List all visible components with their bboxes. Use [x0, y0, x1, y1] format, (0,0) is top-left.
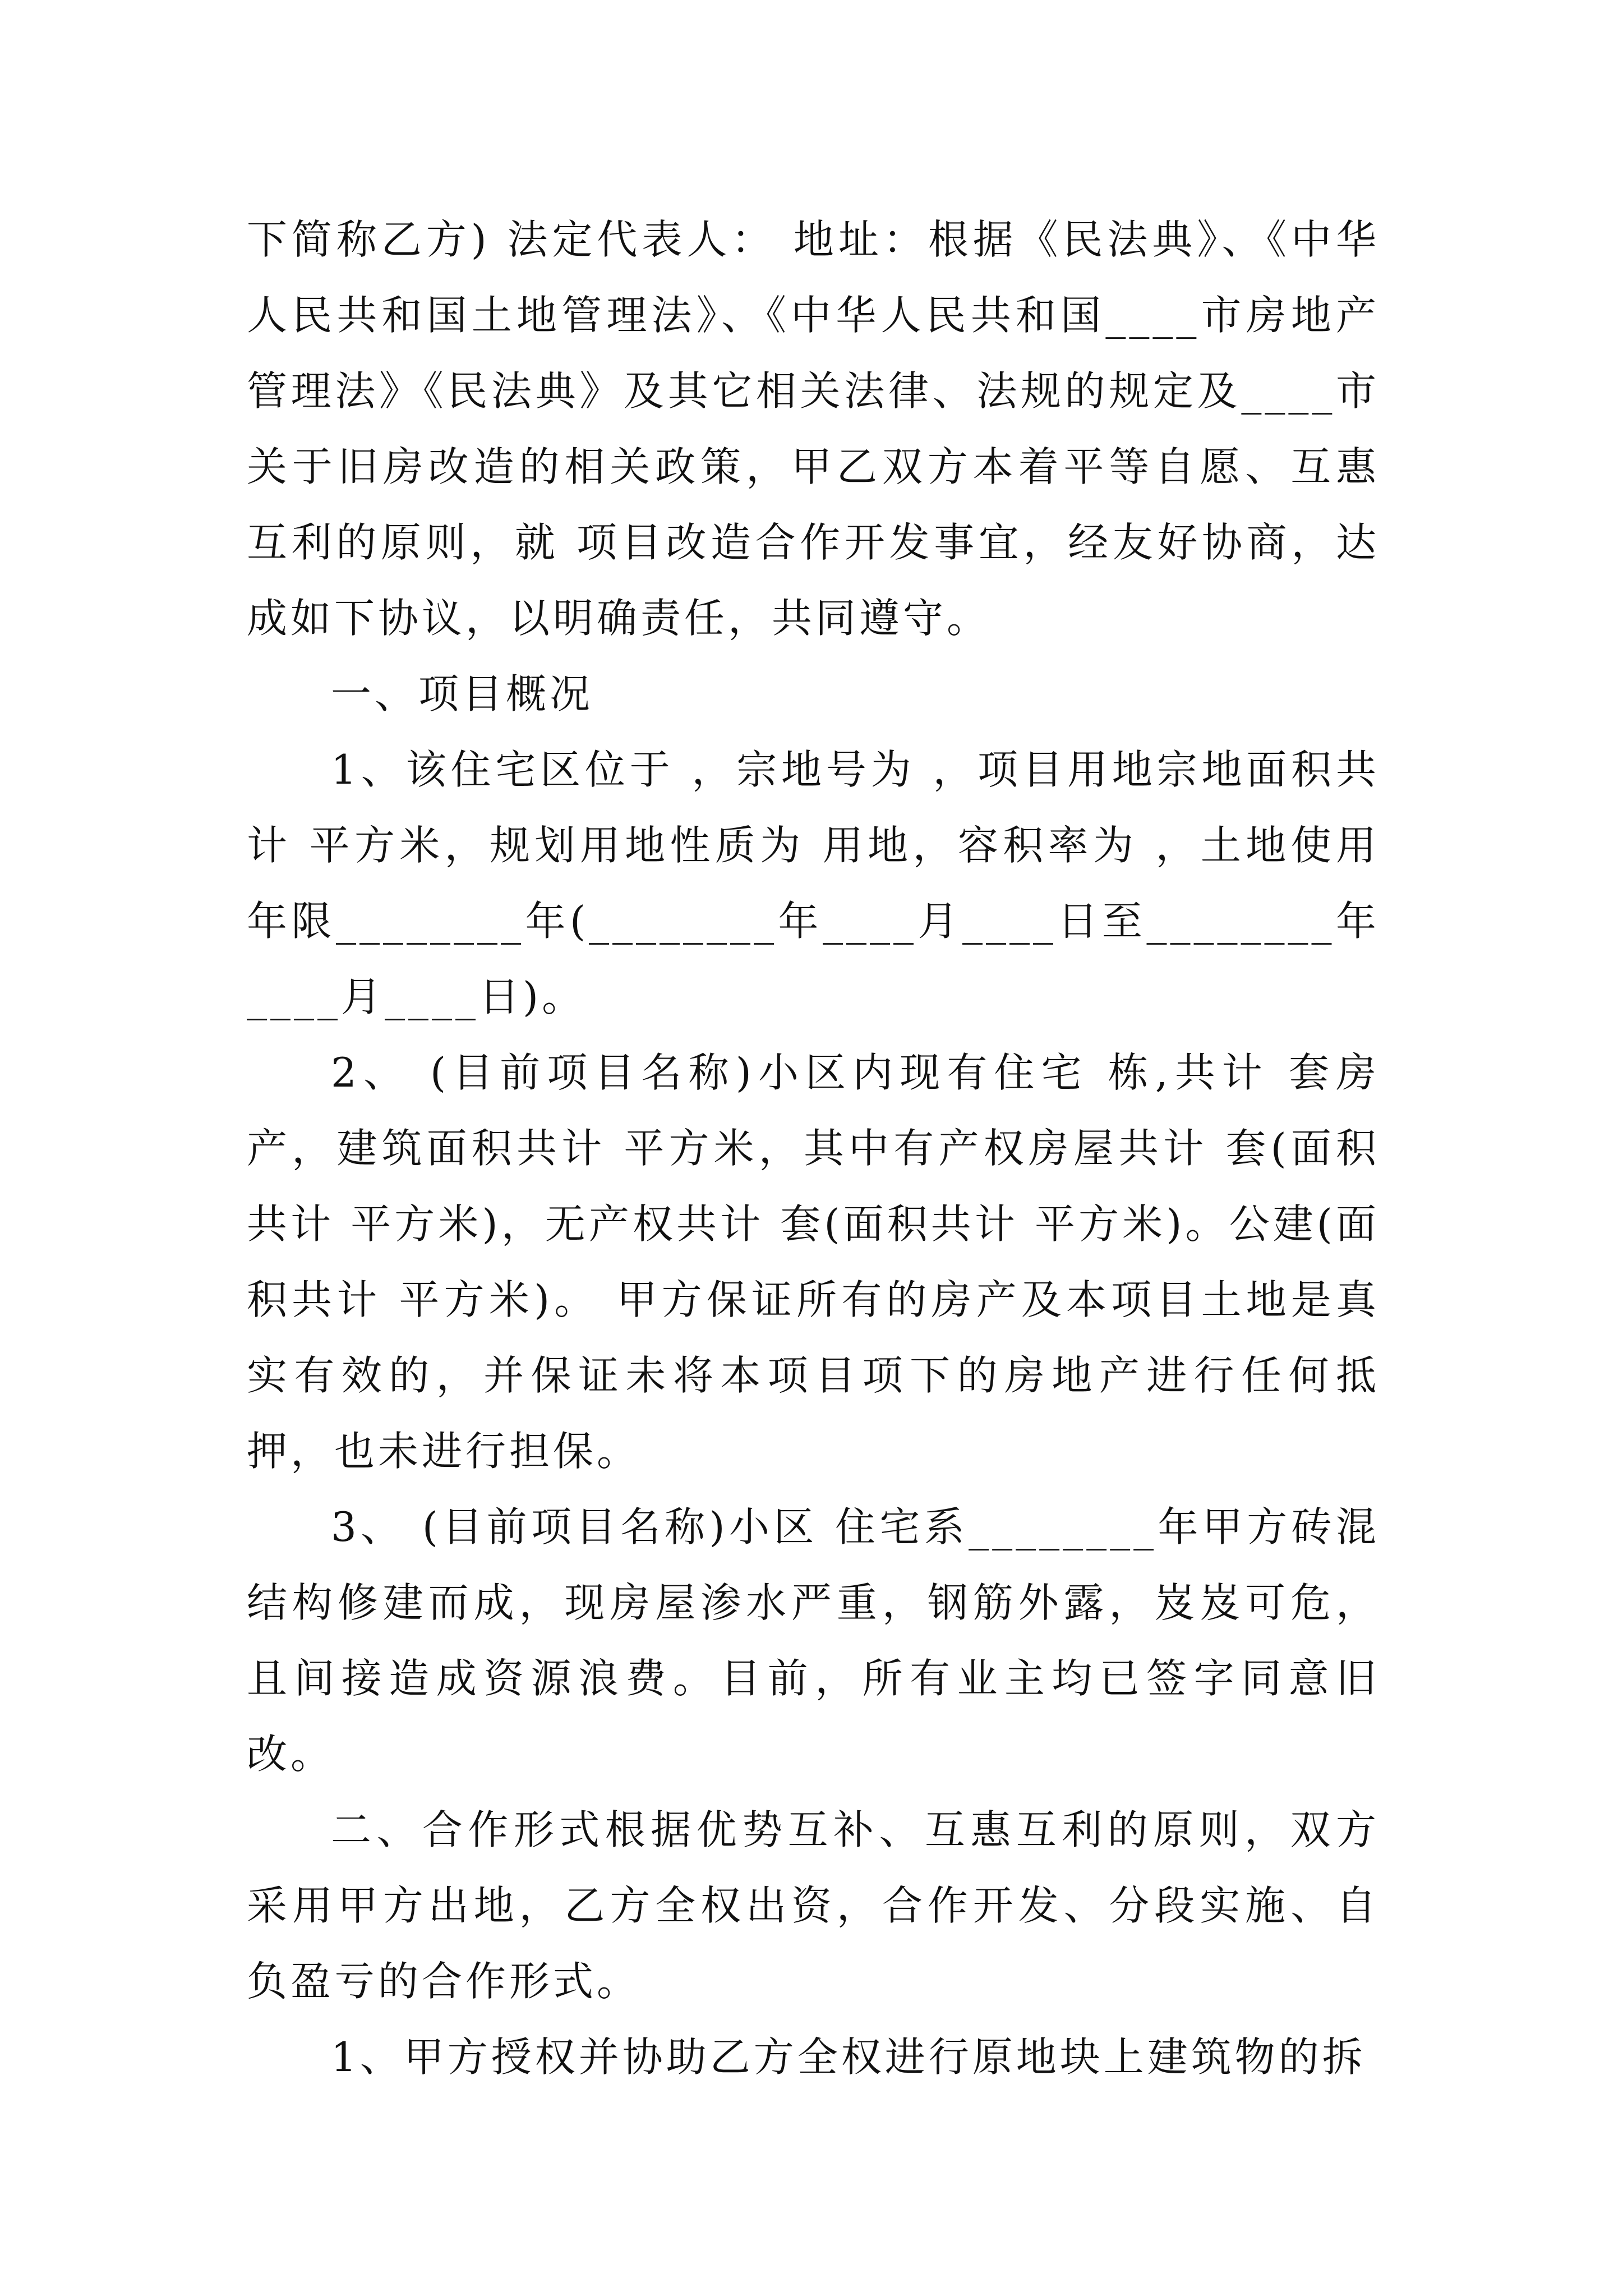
paragraph-clause-2-housing: 2、 (目前项目名称)小区内现有住宅 栋,共计 套房产，建筑面积共计 平方米，其中有产权房屋共计 套(面积共计 平方米)，无产权共计 套(面积共计 平方米)。公建(面积共计 平方米)。 甲方保证所有的房产及本项目土地是真实有效的，并保证未将本项目项下的房地产进行任何抵押，也未进行担保。 [247, 1049, 1380, 1475]
paragraph-cooperation-clause-1: 1、甲方授权并协助乙方全权进行原地块上建筑物的拆 [331, 2033, 1366, 2081]
paragraph-clause-1-location: 1、该住宅区位于 ，宗地号为 ，项目用地宗地面积共计 平方米，规划用地性质为 用地，容积率为 ，土地使用年限________年(________年____月____日至________年____月____日)。 [247, 746, 1380, 1020]
section-heading-project-overview: 一、项目概况 [331, 670, 594, 717]
paragraph-clause-3-condition: 3、 (目前项目名称)小区 住宅系________年甲方砖混结构修建而成，现房屋渗水严重，钢筋外露，岌岌可危，且间接造成资源浪费。目前，所有业主均已签字同意旧改。 [247, 1503, 1380, 1778]
document-body [247, 202, 1380, 2095]
section-heading-cooperation-form: 二、合作形式根据优势互补、互惠互利的原则，双方采用甲方出地，乙方全权出资，合作开发、分段实施、自负盈亏的合作形式。 [247, 1806, 1380, 2005]
paragraph-preamble: 下简称乙方) 法定代表人： 地址：根据《民法典》、《中华人民共和国土地管理法》、《中华人民共和国____市房地产管理法》《民法典》及其它相关法律、法规的规定及____市关于旧房改造的相关政策，甲乙双方本着平等自愿、互惠互利的原则，就 项目改造合作开发事宜，经友好协商，达成如下协议，以明确责任，共同遵守。 [247, 216, 1380, 642]
